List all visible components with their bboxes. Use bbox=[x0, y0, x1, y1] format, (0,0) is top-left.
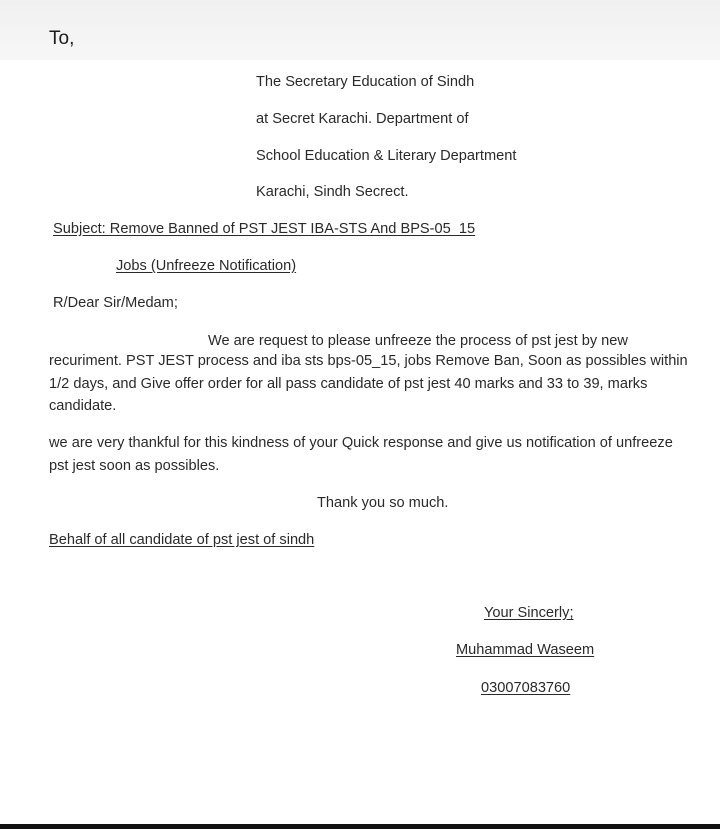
body-paragraph-1-first-line: We are request to please unfreeze the process of pst jest by new bbox=[208, 333, 628, 349]
sender-phone: 03007083760 bbox=[481, 680, 571, 696]
recipient-line-3: School Education & Literary Department bbox=[256, 148, 517, 164]
thanks-line: Thank you so much. bbox=[317, 495, 449, 511]
body-paragraph-2: we are very thankful for this kindness of your Quick response and give us notification of unfreeze pst jest soon as possibles. bbox=[49, 435, 673, 474]
closing-line: Your Sincerly; bbox=[484, 605, 574, 621]
body-paragraph-1: recuriment. PST JEST process and iba sts bps-05_15, jobs Remove Ban, Soon as possibles within 1/2 days, and Give offer order for all pass candidate of pst jest 40 marks and 33 to 39, marks candidate. bbox=[49, 353, 688, 414]
subject-line-1: Subject: Remove Banned of PST JEST IBA-STS And BPS-05_15 bbox=[53, 221, 476, 237]
recipient-line-2: at Secret Karachi. Department of bbox=[256, 111, 469, 127]
behalf-line: Behalf of all candidate of pst jest of sindh bbox=[49, 532, 315, 548]
bottom-border bbox=[0, 824, 720, 829]
recipient-line-1: The Secretary Education of Sindh bbox=[256, 74, 475, 90]
greeting: R/Dear Sir/Medam; bbox=[53, 295, 178, 311]
subject-line-2: Jobs (Unfreeze Notification) bbox=[116, 258, 297, 274]
sender-name: Muhammad Waseem bbox=[456, 642, 595, 658]
recipient-line-4: Karachi, Sindh Secrect. bbox=[256, 184, 409, 200]
header-band bbox=[0, 0, 720, 60]
salutation-to: To, bbox=[49, 28, 75, 49]
